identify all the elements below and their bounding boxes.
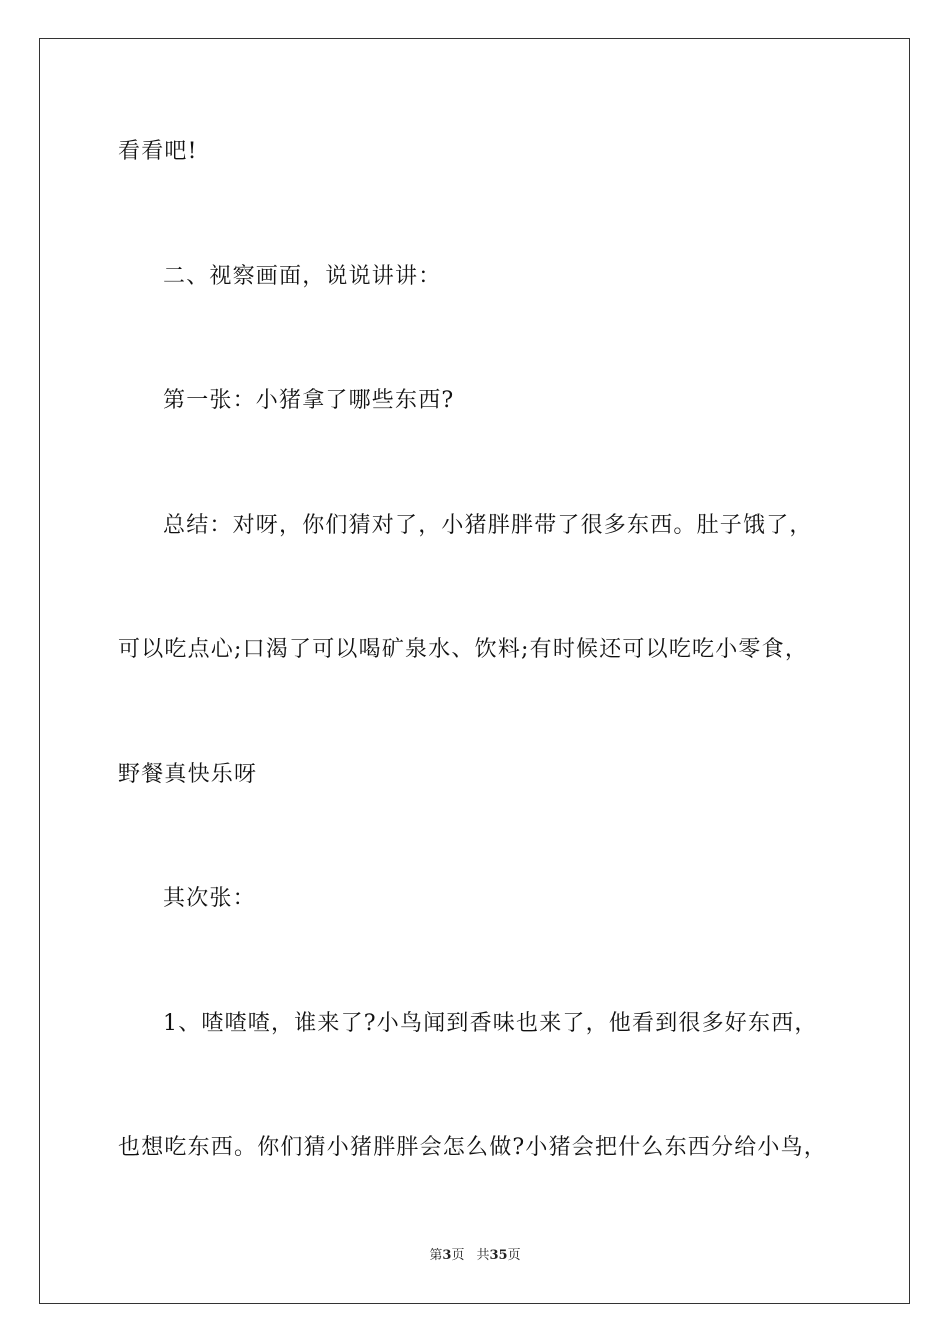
footer-page-number: 3 xyxy=(442,1248,452,1263)
text-line-8: 1、喳喳喳，谁来了?小鸟闻到香味也来了，他看到很多好东西， xyxy=(163,1011,818,1036)
text-line-3: 第一张：小猪拿了哪些东西? xyxy=(163,388,455,413)
footer-page-prefix: 第 xyxy=(429,1248,443,1263)
page-footer xyxy=(0,1247,950,1265)
text-line-1: 看看吧! xyxy=(118,139,198,164)
text-line-9: 也想吃东西。你们猜小猪胖胖会怎么做?小猪会把什么东西分给小鸟， xyxy=(118,1135,827,1160)
text-line-2: 二、视察画面，说说讲讲： xyxy=(163,264,442,289)
footer-page-suffix: 页 xyxy=(451,1248,465,1263)
text-line-5: 可以吃点心;口渴了可以喝矿泉水、饮料;有时候还可以吃吃小零食， xyxy=(118,637,809,662)
footer-total-prefix: 共 xyxy=(476,1248,490,1263)
footer-total-suffix: 页 xyxy=(507,1248,521,1263)
page-border xyxy=(39,38,910,1304)
text-line-4: 总结：对呀，你们猜对了，小猪胖胖带了很多东西。肚子饿了， xyxy=(163,513,813,538)
footer-total-pages: 35 xyxy=(489,1248,508,1263)
text-line-7: 其次张： xyxy=(163,886,256,911)
text-line-6: 野餐真快乐呀 xyxy=(118,762,258,787)
